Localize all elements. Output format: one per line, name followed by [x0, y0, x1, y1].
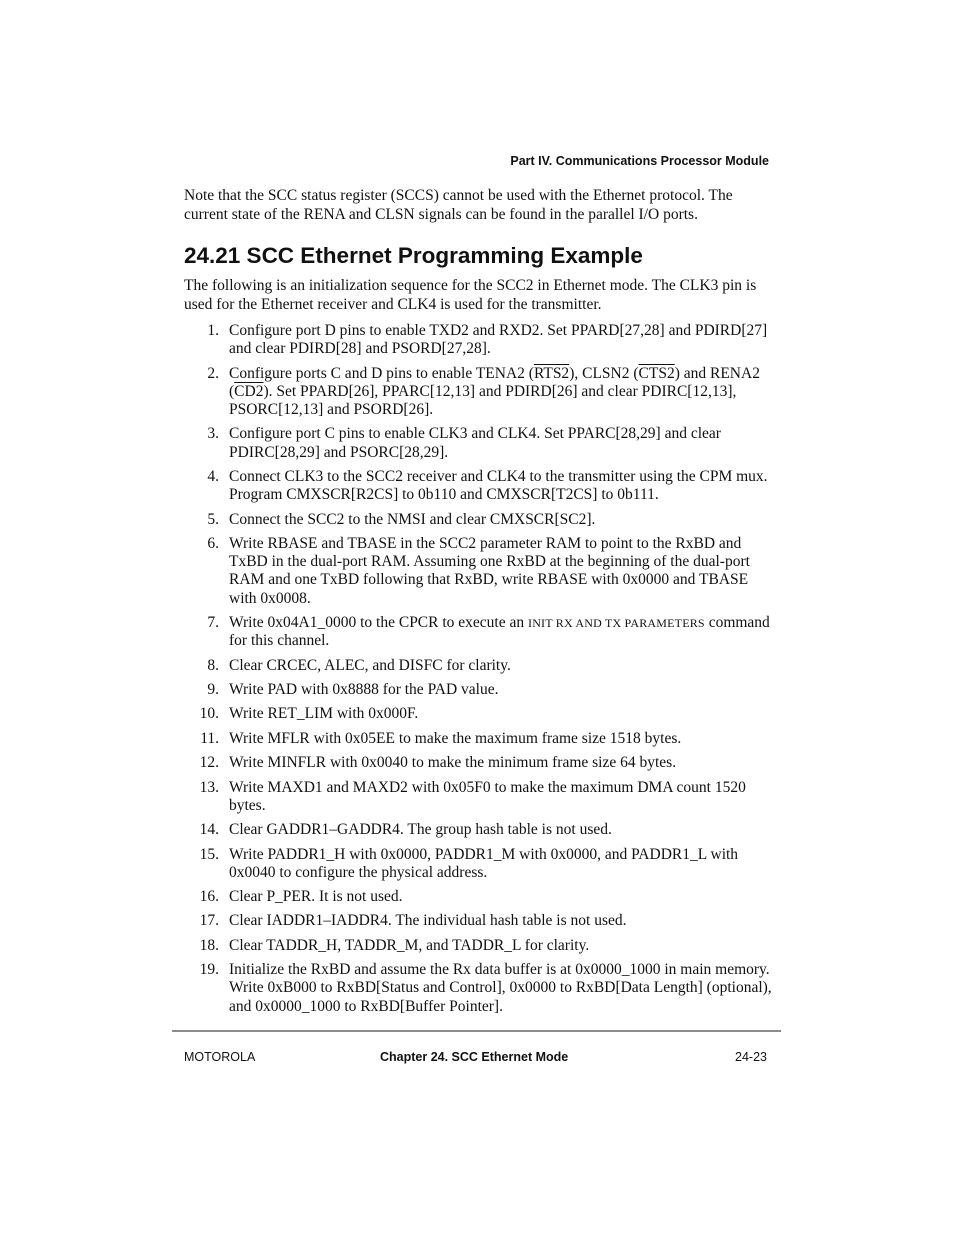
list-text: Clear CRCEC, ALEC, and DISFC for clarity.: [229, 656, 511, 674]
list-number: 10.: [199, 705, 219, 723]
list-text: Clear GADDR1–GADDR4. The group hash table is not used.: [229, 821, 612, 839]
list-item: [184, 657, 774, 675]
list-text: Write MAXD1 and MAXD2 with 0x05F0 to make the maximum DMA count 1520 bytes.: [229, 778, 746, 814]
list-number: 5.: [207, 510, 219, 528]
list-item: [184, 535, 774, 608]
signal-rts2: RTS2: [533, 364, 570, 382]
text-run: command for this channel.: [229, 613, 770, 650]
list-item: [184, 365, 774, 420]
signal-cts2: CTS2: [638, 364, 675, 382]
list-item: [184, 821, 774, 839]
list-item: [184, 779, 774, 815]
list-item: [184, 754, 774, 772]
list-text: Write RBASE and TBASE in the SCC2 parameter RAM to point to the RxBD and TxBD in the dual-port RAM. Assuming one RxBD at the beginning of the dual-port RAM and one TxBD following that RxBD, write RBASE with 0x0000 and TBASE with 0x0008.: [229, 534, 750, 607]
list-number: 3.: [207, 425, 219, 443]
list-item: [184, 912, 774, 930]
list-number: 2.: [207, 364, 219, 382]
list-text: Initialize the RxBD and assume the Rx data buffer is at 0x0000_1000 in main memory. Write 0xB000 to RxBD[Status and Control], 0x0000 to RxBD[Data Length] (optional), and 0x0000_1000 to RxBD[Buffer Pointer].: [229, 961, 772, 1015]
list-text: Write MFLR with 0x05EE to make the maximum frame size 1518 bytes.: [229, 729, 682, 747]
list-number: 11.: [200, 729, 219, 747]
command-name: INIT RX AND TX PARAMETERS: [528, 615, 705, 630]
list-number: 14.: [199, 821, 219, 839]
list-number: 12.: [199, 754, 219, 772]
list-number: 1.: [207, 322, 219, 339]
list-number: 19.: [199, 961, 219, 979]
list-number: 8.: [207, 656, 219, 674]
list-item: [184, 511, 774, 529]
footer-page-number: 24-23: [735, 1050, 767, 1064]
signal-cd2: CD2: [234, 382, 264, 400]
list-number: 6.: [207, 534, 219, 552]
list-item: [184, 730, 774, 748]
list-item: [184, 961, 774, 1016]
list-text: Write PAD with 0x8888 for the PAD value.: [229, 680, 499, 698]
list-item: [184, 614, 774, 650]
list-item: [184, 425, 774, 461]
list-item: [184, 681, 774, 699]
list-number: 17.: [199, 912, 219, 930]
list-number: 13.: [199, 778, 219, 796]
text-run: ). Set PPARD[26], PPARC[12,13] and PDIRD[26] and clear PDIRC[12,13], PSORC[12,13] and PSORD[26].: [229, 382, 737, 418]
text-run: Configure ports C and D pins to enable TENA2 (: [229, 364, 534, 382]
list-text: [229, 614, 770, 649]
section-lead-paragraph: The following is an initialization sequence for the SCC2 in Ethernet mode. The CLK3 pin is used for the Ethernet receiver and CLK4 is used for the transmitter.: [184, 277, 757, 313]
list-item: [184, 468, 774, 504]
text-run: ) and RENA2 (: [229, 364, 760, 400]
running-head: Part IV. Communications Processor Module: [510, 154, 769, 168]
list-number: 9.: [207, 680, 219, 698]
list-text: Connect CLK3 to the SCC2 receiver and CLK4 to the transmitter using the CPM mux. Program CMXSCR[R2CS] to 0b110 and CMXSCR[T2CS] to 0b111.: [229, 467, 768, 504]
text-run: Write 0x04A1_0000 to the CPCR to execute an: [229, 613, 528, 631]
section-title: 24.21 SCC Ethernet Programming Example: [184, 243, 643, 268]
list-text: Connect the SCC2 to the NMSI and clear CMXSCR[SC2].: [229, 510, 596, 528]
list-text: [229, 365, 760, 418]
intro-paragraph: Note that the SCC status register (SCCS) cannot be used with the Ethernet protocol. The current state of the RENA and CLSN signals can be found in the parallel I/O ports.: [184, 187, 733, 223]
list-number: 4.: [207, 467, 219, 485]
list-text: Write RET_LIM with 0x000F.: [229, 705, 419, 723]
list-number: 16.: [199, 888, 219, 906]
list-number: 18.: [199, 936, 219, 954]
list-number: 15.: [199, 845, 219, 863]
list-item: [184, 846, 774, 882]
steps-list: [184, 322, 774, 1022]
list-text: Write MINFLR with 0x0040 to make the minimum frame size 64 bytes.: [229, 754, 677, 772]
footer-company: MOTOROLA: [184, 1050, 256, 1064]
list-item: [184, 937, 774, 955]
list-item: [184, 888, 774, 906]
list-text: Configure port D pins to enable TXD2 and RXD2. Set PPARD[27,28] and PDIRD[27] and clear PDIRD[28] and PSORD[27,28].: [229, 322, 768, 358]
footer-rule: [172, 1030, 781, 1032]
list-text: Clear IADDR1–IADDR4. The individual hash table is not used.: [229, 912, 627, 930]
text-run: ), CLSN2 (: [569, 364, 639, 382]
list-text: Clear TADDR_H, TADDR_M, and TADDR_L for clarity.: [229, 936, 590, 954]
list-item: [184, 705, 774, 723]
list-item: [184, 322, 774, 358]
footer-chapter: Chapter 24. SCC Ethernet Mode: [380, 1050, 569, 1064]
list-text: Clear P_PER. It is not used.: [229, 888, 403, 906]
list-number: 7.: [207, 613, 219, 631]
list-text: Write PADDR1_H with 0x0000, PADDR1_M with 0x0000, and PADDR1_L with 0x0040 to configure the physical address.: [229, 845, 739, 881]
list-text: Configure port C pins to enable CLK3 and CLK4. Set PPARC[28,29] and clear PDIRC[28,29] and PSORC[28,29].: [229, 425, 721, 461]
